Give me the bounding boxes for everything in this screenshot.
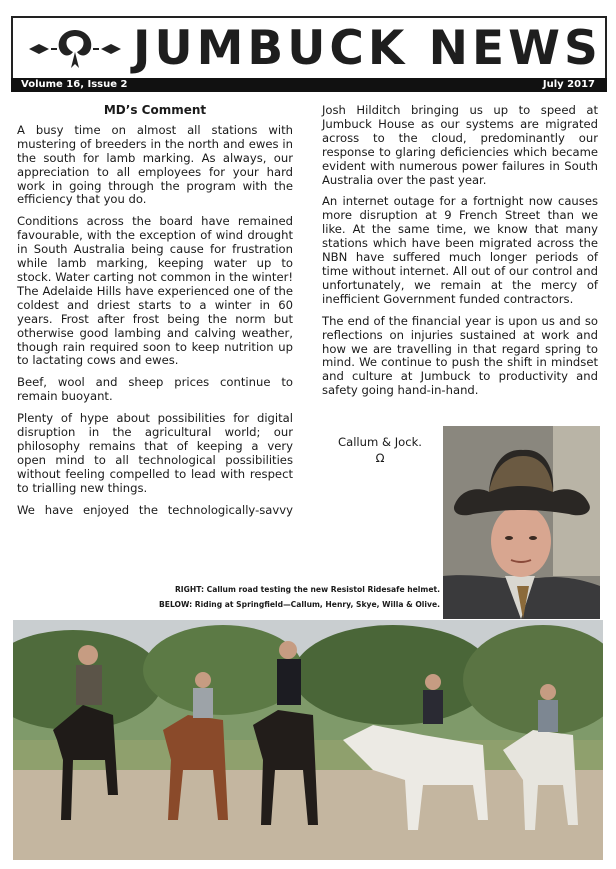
article-heading: MD’s Comment	[103, 103, 207, 117]
article-paragraph: An internet outage for a fortnight now causes more disruption at 9 French Street than we like. At the same time, we know that many stations which have been migrated across the NBN have suffered much longer periods of time without internet. All out of our control and unfortunately, we remain at the mercy of inefficient Government funded contractors.	[322, 194, 598, 306]
helmet-photo-illustration	[443, 426, 600, 619]
masthead	[11, 16, 607, 80]
article-paragraph: Beef, wool and sheep prices continue to remain buoyant.	[17, 375, 293, 404]
article-paragraph: The end of the financial year is upon us and so reflections on injuries sustained at work and how we are travelling in that regard spring to mind. We continue to push the shift in mindset and culture at Jumbuck to productivity and safety going hand-in-hand.	[322, 313, 598, 398]
signature-block	[330, 434, 430, 466]
issue-date: July 2017	[542, 79, 595, 90]
issue-volume: Volume 16, Issue 2	[21, 79, 128, 90]
article-paragraph: We have enjoyed the technologically-savvy	[17, 502, 293, 517]
signature-mark: Ω	[375, 451, 385, 465]
masthead-title: JUMBUCK NEWS	[133, 21, 602, 76]
article-paragraph: Conditions across the board have remained favourable, with the exception of wind drought in South Australia being cause for frustration while lamb marking, keeping water up to stock. Water carting not common in the winter! The Adelaide Hills have experienced one of the coldest and driest starts to a winter in 60 years. Frost after frost being the norm but otherwise good lambing and calving weather, though rain required soon to keep nutrition up to lactating cows and ewes.	[17, 214, 293, 368]
photo-caption-below: BELOW: Riding at Springfield—Callum, Henry, Skye, Willa & Olive.	[158, 600, 440, 609]
helmet-photo	[443, 426, 600, 619]
photo-caption-right: RIGHT: Callum road testing the new Resistol Ridesafe helmet.	[174, 585, 440, 594]
article-column-left	[17, 104, 293, 525]
signature-text: Callum & Jock.	[338, 435, 422, 449]
issue-bar	[11, 78, 607, 92]
article-paragraph: Plenty of hype about possibilities for digital disruption in the agricultural world; our philosophy remains that of keeping a very open mind to all technological possibilities without feeling compelled to lead with respect to trialling new things.	[17, 411, 293, 495]
riding-photo-illustration	[13, 620, 603, 860]
ram-horn-crest-icon	[25, 24, 125, 74]
article-paragraph: Josh Hilditch bringing us up to speed at Jumbuck House as our systems are migrated across to the cloud, predominantly our response to glaring deficiencies which became evident with numerous power failures in South Australia over the past year.	[322, 103, 598, 187]
article-paragraph: A busy time on almost all stations with mustering of breeders in the north and ewes in the south for lamb marking. As always, our appreciation to all employees for your hard work in going through the program with the efficiency that you do.	[17, 122, 293, 207]
riding-photo	[13, 620, 603, 860]
article-column-right	[322, 104, 598, 406]
